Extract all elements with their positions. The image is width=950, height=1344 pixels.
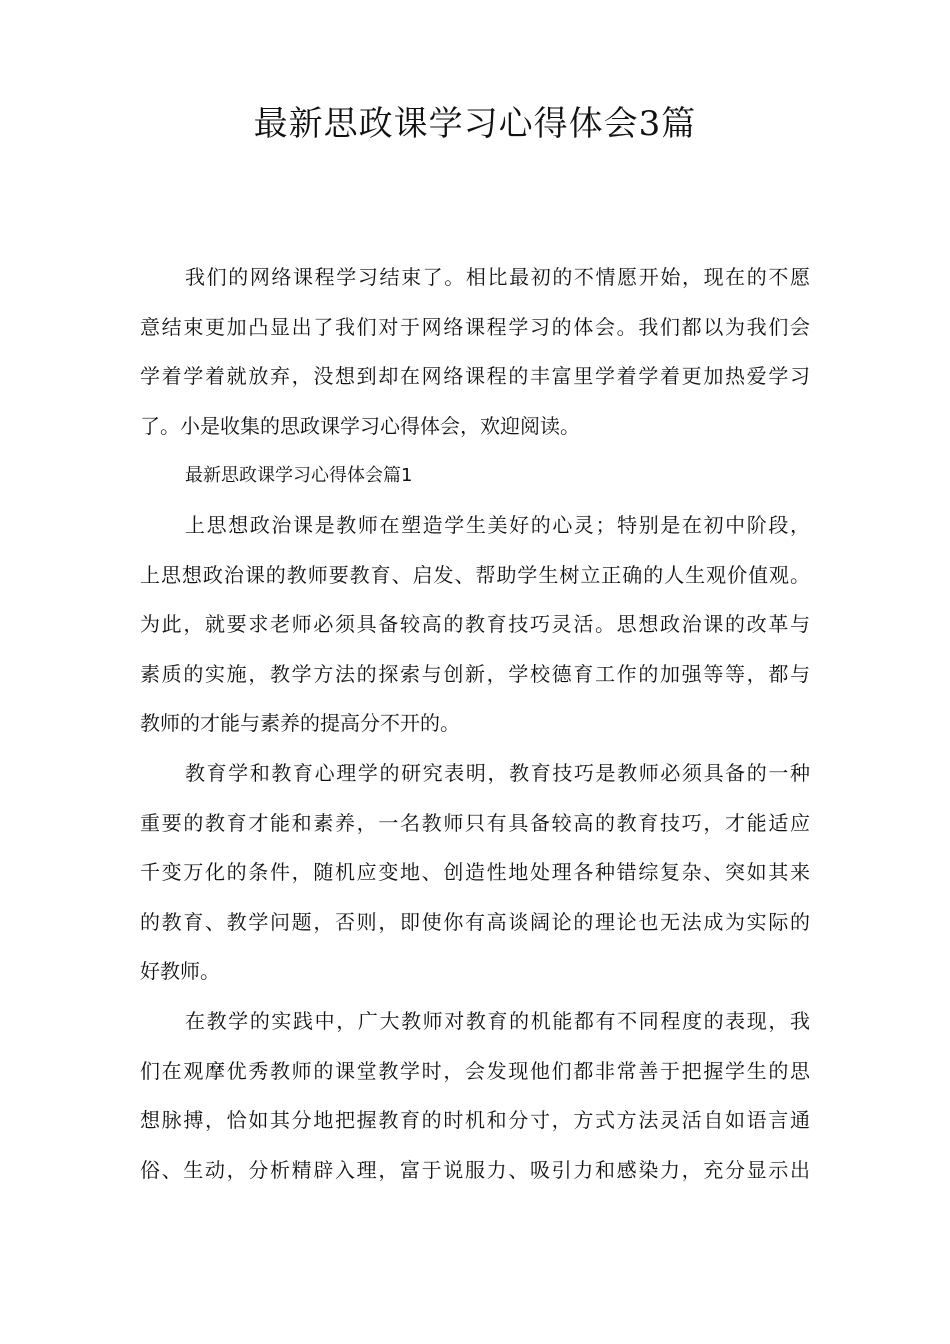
document-title: 最新思政课学习心得体会3篇: [253, 104, 697, 144]
text-line: 的教育、教学问题，否则，即使你有高谈阔论的理论也无法成为实际的: [140, 909, 810, 934]
paragraph: [140, 997, 810, 1195]
text-line: 在教学的实践中，广大教师对教育的机能都有不同程度的表现，我: [185, 1008, 810, 1033]
text-line: 我们的网络课程学习结束了。相比最初的不情愿开始，现在的不愿: [185, 265, 810, 289]
text-line: 意结束更加凸显出了我们对于网络课程学习的体会。我们都以为我们会: [140, 314, 810, 339]
document-body: [140, 253, 810, 1195]
text-line: 了。小是收集的思政课学习心得体会，欢迎阅读。: [140, 413, 580, 438]
text-line: 俗、生动，分析精辟入理，富于说服力、吸引力和感染力，充分显示出: [140, 1157, 810, 1182]
text-line: 教师的才能与素养的提高分不开的。: [140, 711, 460, 736]
paragraph-intro: [140, 253, 810, 451]
text-line: 们在观摩优秀教师的课堂教学时，会发现他们都非常善于把握学生的思: [140, 1058, 810, 1083]
text-line: 上思想政治课是教师在塑造学生美好的心灵；特别是在初中阶段，: [185, 512, 810, 537]
section-heading: [140, 451, 810, 501]
text-line: 千变万化的条件，随机应变地、创造性地处理各种错综复杂、突如其来: [140, 860, 810, 885]
text-line: 好教师。: [140, 959, 220, 984]
text-line: 重要的教育才能和素养，一名教师只有具备较高的教育技巧，才能适应: [140, 810, 810, 835]
text-line: 素质的实施，教学方法的探索与创新，学校德育工作的加强等等，都与: [140, 661, 810, 686]
text-line: 为此，就要求老师必须具备较高的教育技巧灵活。思想政治课的改革与: [140, 612, 810, 637]
text-line: 想脉搏，恰如其分地把握教育的时机和分寸，方式方法灵活自如语言通: [140, 1108, 810, 1133]
text-line: 上思想政治课的教师要教育、启发、帮助学生树立正确的人生观价值观。: [140, 562, 810, 587]
paragraph: [140, 501, 810, 749]
paragraph: [140, 749, 810, 997]
text-line: 学着学着就放弃，没想到却在网络课程的丰富里学着学着更加热爱学习: [140, 364, 810, 389]
section-heading-text: 最新思政课学习心得体会篇1: [185, 465, 413, 487]
text-line: 教育学和教育心理学的研究表明，教育技巧是教师必须具备的一种: [185, 760, 810, 785]
